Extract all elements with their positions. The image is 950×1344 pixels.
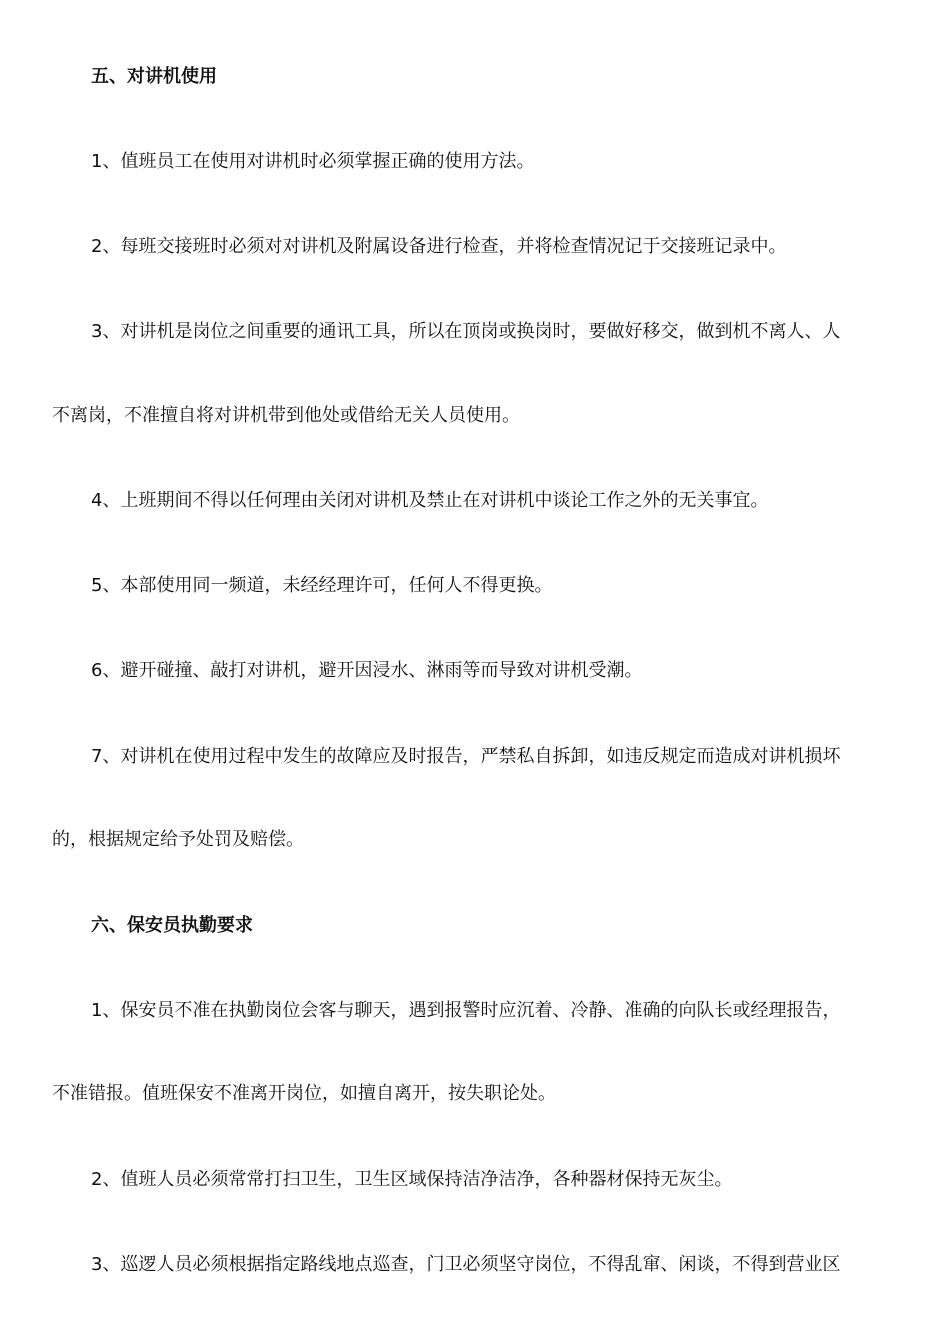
paragraph-6-2: 2、值班人员必须常常打扫卫生，卫生区域保持洁净洁净，各种器材保持无灰尘。 [91, 1169, 733, 1190]
paragraph-5-6: 6、避开碰撞、敲打对讲机，避开因浸水、淋雨等而导致对讲机受潮。 [91, 660, 643, 681]
paragraph-6-1-line2: 不准错报。值班保安不准离开岗位，如擅自离开，按失职论处。 [52, 1083, 556, 1104]
section-heading-walkie-talkie: 五、对讲机使用 [91, 66, 217, 87]
paragraph-6-3-line1: 3、巡逻人员必须根据指定路线地点巡查，门卫必须坚守岗位，不得乱窜、闲谈，不得到营业区 [91, 1254, 841, 1275]
paragraph-5-4: 4、上班期间不得以任何理由关闭对讲机及禁止在对讲机中谈论工作之外的无关事宜。 [91, 490, 769, 511]
paragraph-5-3-line2: 不离岗，不准擅自将对讲机带到他处或借给无关人员使用。 [52, 405, 520, 426]
section-heading-security-duty: 六、保安员执勤要求 [91, 915, 253, 936]
paragraph-5-2: 2、每班交接班时必须对对讲机及附属设备进行检查，并将检查情况记于交接班记录中。 [91, 236, 787, 257]
paragraph-5-3-line1: 3、对讲机是岗位之间重要的通讯工具，所以在顶岗或换岗时，要做好移交，做到机不离人、人 [91, 321, 841, 342]
paragraph-6-1-line1: 1、保安员不准在执勤岗位会客与聊天，遇到报警时应沉着、冷静、准确的向队长或经理报告， [91, 1000, 841, 1021]
paragraph-5-7-line2: 的，根据规定给予处罚及赔偿。 [52, 829, 304, 850]
paragraph-5-5: 5、本部使用同一频道，未经经理许可，任何人不得更换。 [91, 575, 553, 596]
paragraph-5-7-line1: 7、对讲机在使用过程中发生的故障应及时报告，严禁私自拆卸，如违反规定而造成对讲机损坏 [91, 746, 841, 767]
paragraph-5-1: 1、值班员工在使用对讲机时必须掌握正确的使用方法。 [91, 151, 535, 172]
